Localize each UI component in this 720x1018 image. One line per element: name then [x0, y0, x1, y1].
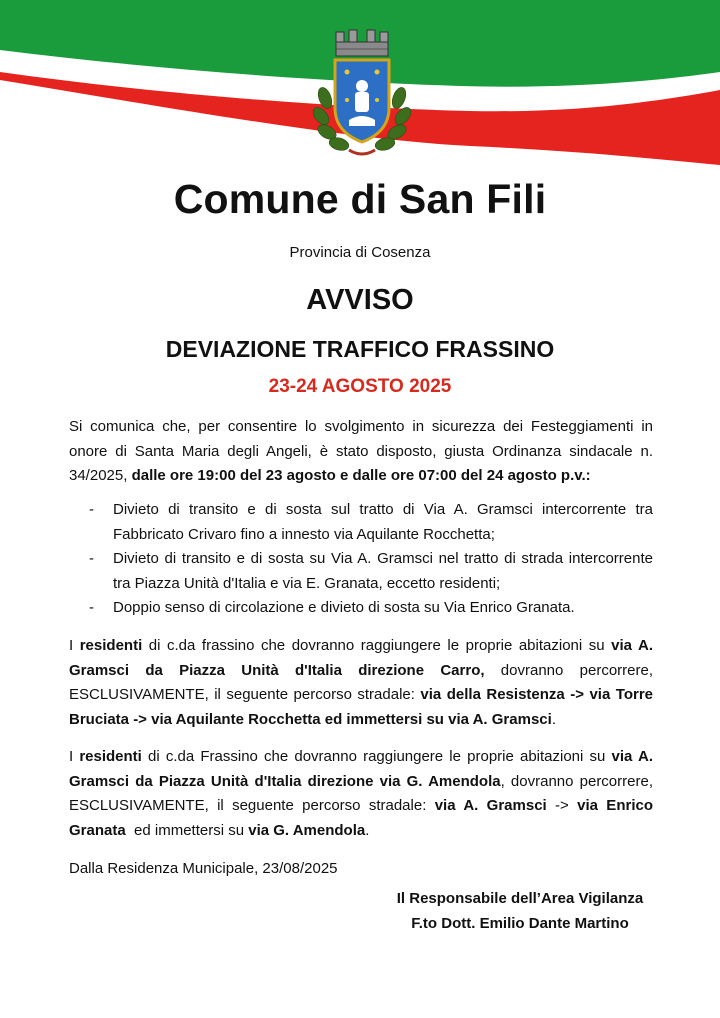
signatory-name: F.to Dott. Emilio Dante Martino: [411, 915, 629, 932]
intro-text: Si comunica che, per consentire lo svolgimento in sicurezza dei Festeggiamenti in onore di Santa Maria degli Angeli, è stato disposto, giusta Ordinanza sindacale n. 34/2025,: [69, 418, 653, 484]
text-run: ed immettersi su: [125, 821, 249, 839]
measures-list: [69, 498, 653, 621]
bold-run: via A. Gramsci: [434, 797, 547, 814]
bold-run: via A. Gramsci da Piazza Unità d'Italia direzione via G. Amendola: [69, 748, 653, 790]
text-run: I: [69, 637, 80, 654]
text-run: , dovranno percorrere, ESCLUSIVAMENTE, il seguente percorso stradale:: [69, 772, 653, 814]
text-run: dovranno percorrere, ESCLUSIVAMENTE, il seguente percorso stradale:: [69, 661, 654, 703]
notice-date: 23-24 AGOSTO 2025: [268, 376, 452, 397]
measure-text: Doppio senso di circolazione e divieto di sosta su Via Enrico Granata.: [113, 599, 575, 616]
bold-run: via Enrico Granata: [69, 797, 653, 839]
bullet-dash: -: [89, 550, 94, 567]
text-run: I: [69, 748, 80, 765]
notice-subject: DEVIAZIONE TRAFFICO FRASSINO: [165, 336, 555, 362]
bullet-dash: -: [89, 501, 94, 518]
text-run: di c.da frassino che dovranno raggiungere le proprie abitazioni su: [142, 637, 612, 654]
intro-time-window: dalle ore 19:00 del 23 agosto e dalle ore 07:00 del 24 agosto p.v.:: [131, 467, 591, 484]
closing-line: Dalla Residenza Municipale, 23/08/2025: [69, 860, 338, 877]
bold-run: via A. Gramsci da Piazza Unità d'Italia direzione Carro,: [69, 637, 653, 679]
measure-text: Divieto di transito e di sosta su Via A. Gramsci nel tratto di strada intercorrente tra Piazza Unità d'Italia e via E. Granata, eccetto residenti;: [113, 550, 653, 592]
text-run: di c.da Frassino che dovranno raggiungere le proprie abitazioni su: [141, 748, 612, 765]
signature-block: [370, 886, 670, 936]
mural-crown: [336, 30, 388, 56]
list-item: [69, 547, 653, 596]
bold-run: residenti: [79, 748, 142, 765]
province-subtitle: Provincia di Cosenza: [289, 244, 431, 261]
bold-run: residenti: [79, 637, 143, 654]
text-run: ->: [546, 797, 578, 814]
intro-paragraph: [69, 415, 653, 489]
text-run: .: [365, 821, 370, 839]
text-run: .: [551, 710, 556, 728]
municipal-crest-icon: [311, 28, 413, 160]
bullet-dash: -: [89, 599, 94, 616]
notice-heading: AVVISO: [306, 284, 414, 316]
list-item: [69, 596, 653, 621]
signatory-role: Il Responsabile dell’Area Vigilanza: [396, 890, 644, 907]
measure-text: Divieto di transito e di sosta sul tratto di Via A. Gramsci intercorrente tra Fabbricato Crivaro fino a innesto via Aquilante Rocchetta;: [113, 501, 653, 543]
page-title: Comune di San Fili: [173, 176, 547, 222]
residents-carro-paragraph: [69, 634, 653, 732]
residents-amendola-paragraph: [69, 745, 653, 843]
bold-run: via G. Amendola: [248, 821, 366, 839]
bold-run: via della Resistenza -> via Torre Bruciata -> via Aquilante Rocchetta ed immettersi su via A. Gramsci: [69, 686, 654, 728]
list-item: [69, 498, 653, 547]
